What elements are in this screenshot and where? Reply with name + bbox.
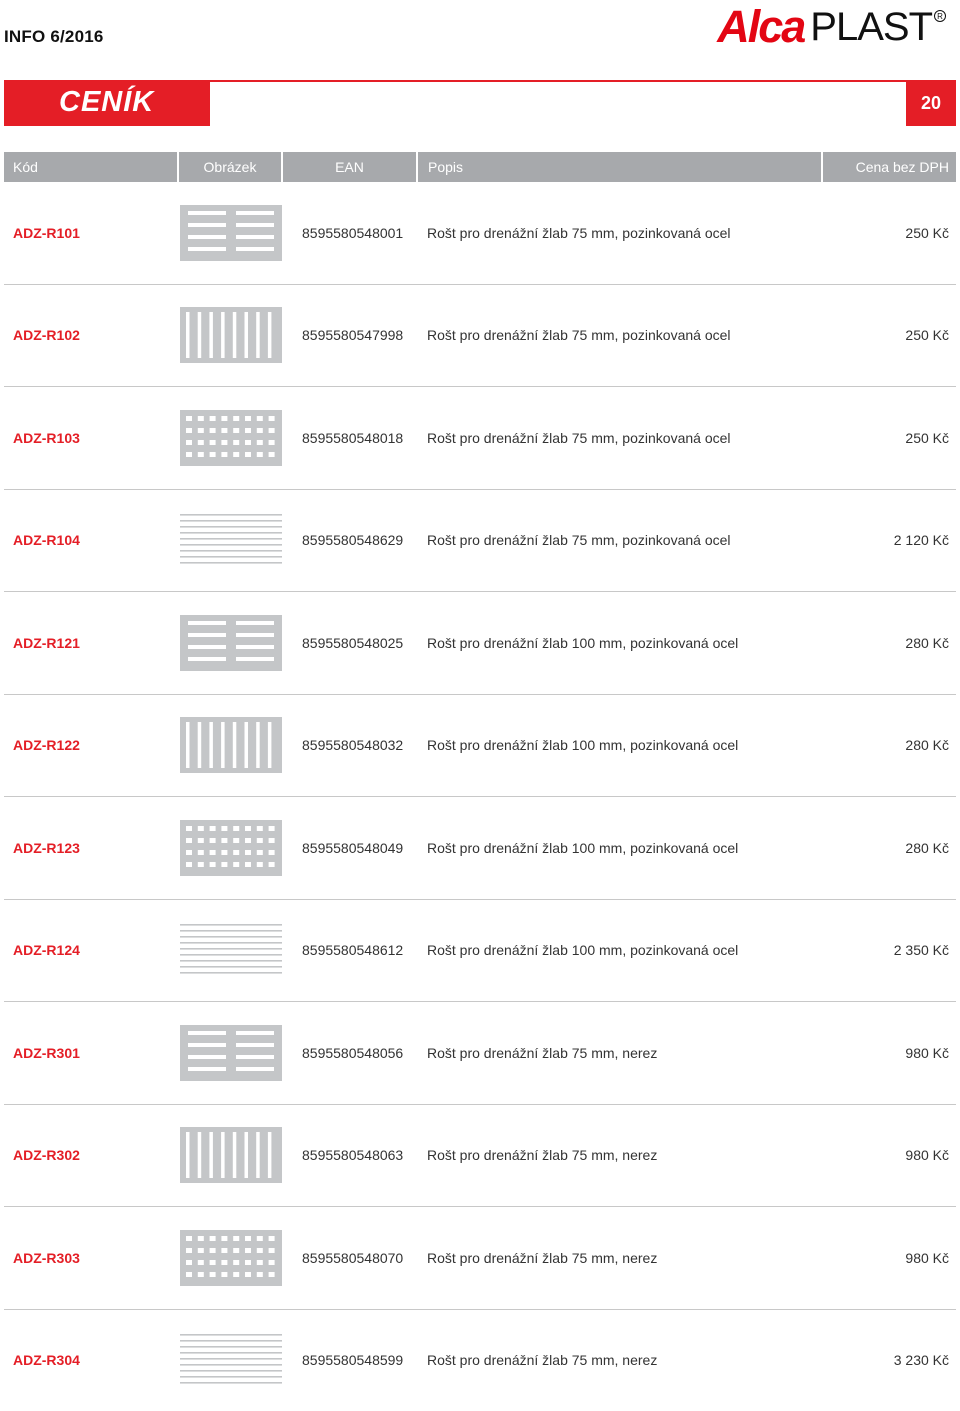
- table-row: [4, 797, 956, 900]
- grate-image: [180, 307, 282, 363]
- grate-image: [180, 410, 282, 466]
- logo-alca-text: Alca: [717, 1, 805, 52]
- product-price: 980 Kč: [905, 1249, 949, 1266]
- issue-label: INFO 6/2016: [4, 27, 104, 46]
- product-image: [179, 1207, 283, 1309]
- product-ean: 8595580547998: [302, 327, 404, 344]
- product-ean: 8595580548001: [302, 224, 404, 241]
- product-price: 2 120 Kč: [893, 532, 949, 549]
- product-ean: 8595580548070: [302, 1249, 404, 1266]
- product-image: [179, 1310, 283, 1411]
- product-code: ADZ-R103: [13, 429, 80, 446]
- table-row: [4, 387, 956, 490]
- grate-image: [180, 615, 282, 671]
- product-price: 250 Kč: [905, 224, 949, 241]
- product-image: [179, 1002, 283, 1104]
- alcaplast-logo: [717, 2, 946, 50]
- product-code: ADZ-R104: [13, 532, 80, 549]
- product-image: [179, 592, 283, 694]
- grate-image: [180, 512, 282, 568]
- product-price: 280 Kč: [905, 634, 949, 651]
- product-ean: 8595580548629: [302, 532, 404, 549]
- table-row: [4, 1310, 956, 1411]
- grate-image: [180, 922, 282, 978]
- table-row: [4, 1207, 956, 1310]
- table-row: [4, 1105, 956, 1208]
- page-number: 20: [920, 93, 942, 113]
- product-image: [179, 285, 283, 387]
- product-code: ADZ-R124: [13, 942, 80, 959]
- product-price: 980 Kč: [905, 1044, 949, 1061]
- table-row: [4, 1002, 956, 1105]
- product-price: 280 Kč: [905, 737, 949, 754]
- grate-image: [180, 1332, 282, 1388]
- product-description: Rošt pro drenážní žlab 75 mm, nerez: [427, 1249, 658, 1266]
- product-price: 980 Kč: [905, 1147, 949, 1164]
- table-row: [4, 182, 956, 285]
- product-description: Rošt pro drenážní žlab 75 mm, nerez: [427, 1044, 658, 1061]
- product-code: ADZ-R121: [13, 634, 80, 651]
- table-row: [4, 490, 956, 593]
- product-price: 250 Kč: [905, 327, 949, 344]
- product-code: ADZ-R302: [13, 1147, 80, 1164]
- product-description: Rošt pro drenážní žlab 75 mm, pozinkovaná ocel: [427, 532, 731, 549]
- product-code: ADZ-R301: [13, 1044, 80, 1061]
- product-description: Rošt pro drenážní žlab 75 mm, nerez: [427, 1147, 658, 1164]
- price-table-body: [4, 182, 956, 1411]
- page-header: [0, 0, 960, 70]
- table-row: [4, 285, 956, 388]
- product-image: [179, 900, 283, 1002]
- banner-title-box: [4, 80, 210, 126]
- grate-image: [180, 1230, 282, 1286]
- grate-image: [180, 1025, 282, 1081]
- column-header-ean: EAN: [283, 152, 416, 182]
- product-code: ADZ-R123: [13, 839, 80, 856]
- product-description: Rošt pro drenážní žlab 75 mm, pozinkovaná ocel: [427, 224, 731, 241]
- grate-image: [180, 1127, 282, 1183]
- product-ean: 8595580548049: [302, 839, 404, 856]
- product-image: [179, 387, 283, 489]
- product-code: ADZ-R303: [13, 1249, 80, 1266]
- product-price: 2 350 Kč: [893, 942, 949, 959]
- product-price: 280 Kč: [905, 839, 949, 856]
- product-code: ADZ-R304: [13, 1352, 80, 1369]
- product-description: Rošt pro drenážní žlab 75 mm, nerez: [427, 1352, 658, 1369]
- product-ean: 8595580548612: [302, 942, 404, 959]
- table-row: [4, 900, 956, 1003]
- product-description: Rošt pro drenážní žlab 100 mm, pozinkovaná ocel: [427, 839, 739, 856]
- page-number-box: [906, 80, 956, 126]
- product-price: 250 Kč: [905, 429, 949, 446]
- product-ean: 8595580548025: [302, 634, 404, 651]
- product-image: [179, 182, 283, 284]
- product-description: Rošt pro drenážní žlab 75 mm, pozinkovaná ocel: [427, 327, 731, 344]
- product-ean: 8595580548599: [302, 1352, 404, 1369]
- product-ean: 8595580548032: [302, 737, 404, 754]
- product-image: [179, 797, 283, 899]
- column-header-code: Kód: [4, 152, 177, 182]
- product-description: Rošt pro drenážní žlab 100 mm, pozinkovaná ocel: [427, 634, 739, 651]
- product-description: Rošt pro drenážní žlab 100 mm, pozinkovaná ocel: [427, 737, 739, 754]
- product-ean: 8595580548018: [302, 429, 404, 446]
- product-image: [179, 1105, 283, 1207]
- section-banner: [4, 80, 956, 126]
- section-title: CENÍK: [59, 86, 155, 118]
- product-ean: 8595580548063: [302, 1147, 404, 1164]
- banner-rule: [210, 80, 906, 82]
- table-row: [4, 592, 956, 695]
- product-code: ADZ-R102: [13, 327, 80, 344]
- grate-image: [180, 717, 282, 773]
- logo-plast-text: PLAST: [810, 5, 932, 49]
- product-code: ADZ-R101: [13, 224, 80, 241]
- column-header-price: Cena bez DPH: [823, 152, 956, 182]
- product-code: ADZ-R122: [13, 737, 80, 754]
- column-header-image: Obrázek: [179, 152, 281, 182]
- product-price: 3 230 Kč: [893, 1352, 949, 1369]
- product-image: [179, 695, 283, 797]
- grate-image: [180, 820, 282, 876]
- grate-image: [180, 205, 282, 261]
- product-image: [179, 490, 283, 592]
- column-header-description: Popis: [418, 152, 821, 182]
- product-description: Rošt pro drenážní žlab 100 mm, pozinkovaná ocel: [427, 942, 739, 959]
- table-header: [4, 152, 956, 182]
- table-row: [4, 695, 956, 798]
- product-ean: 8595580548056: [302, 1044, 404, 1061]
- registered-mark: R: [934, 10, 946, 22]
- product-description: Rošt pro drenážní žlab 75 mm, pozinkovaná ocel: [427, 429, 731, 446]
